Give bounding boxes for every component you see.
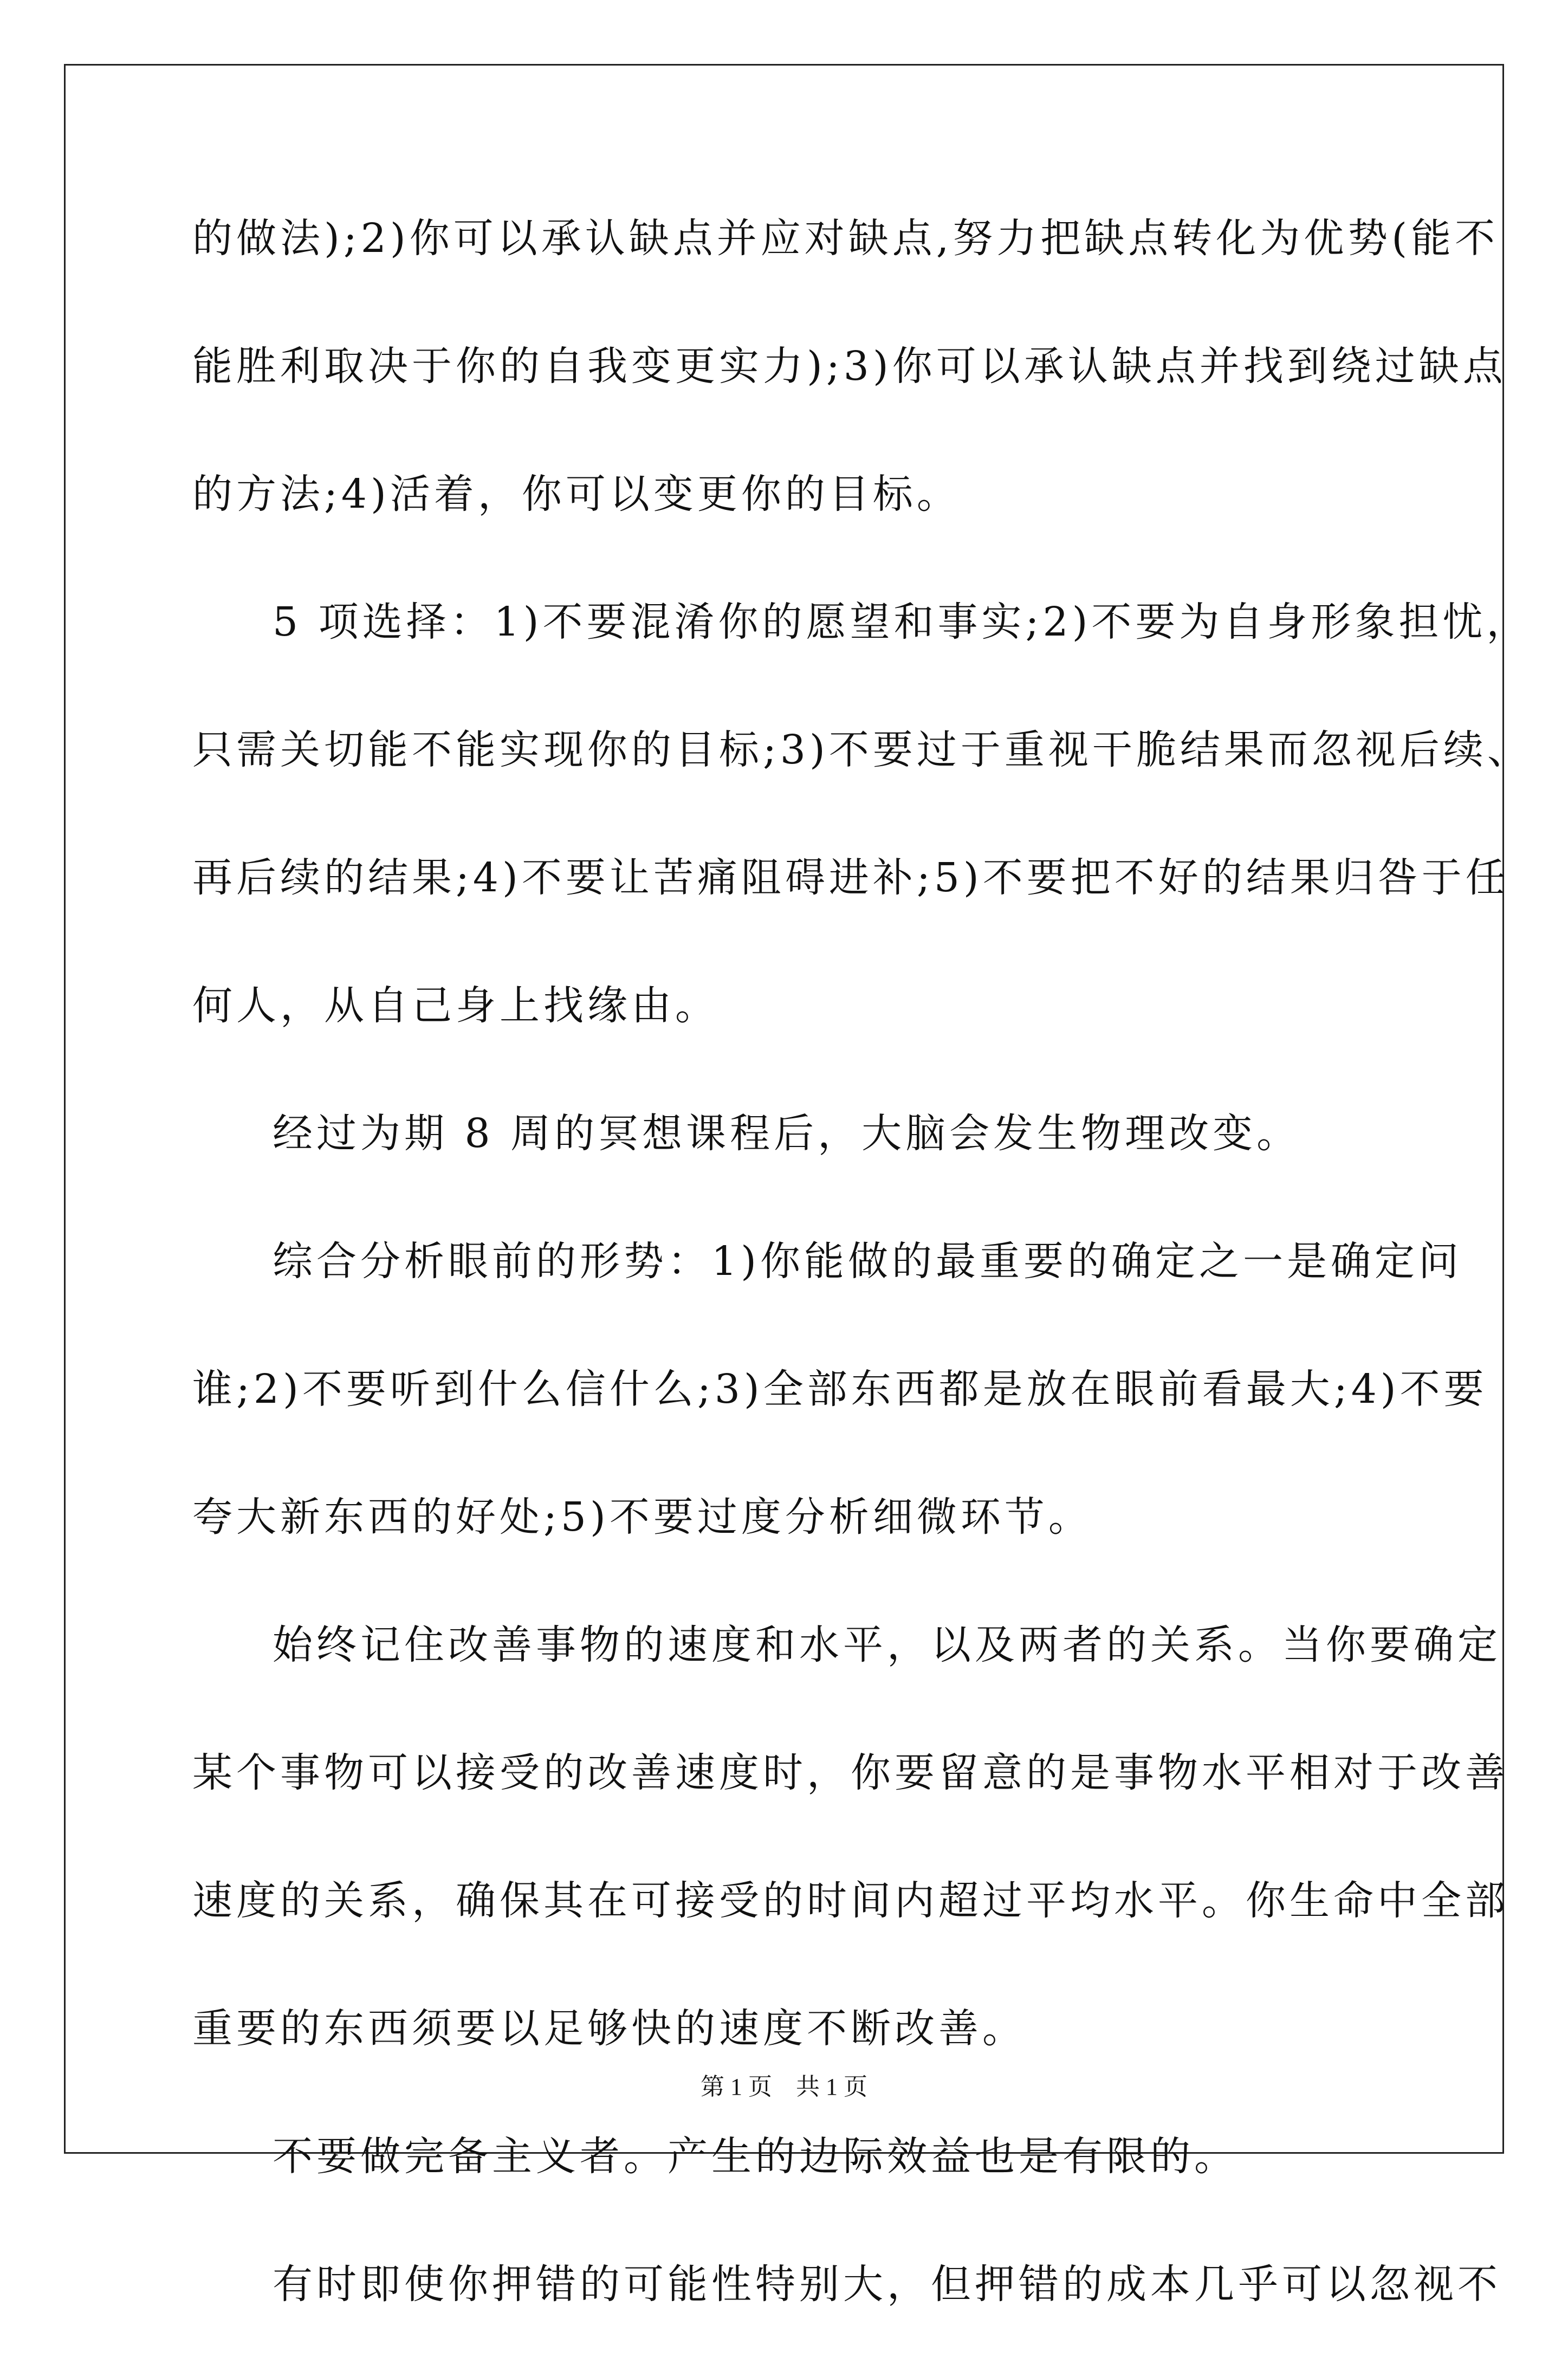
- text-line: 只需关切能不能实现你的目标;3)不要过于重视干脆结果而忽视后续、: [192, 727, 1531, 773]
- paragraph-start-line: 始终记住改善事物的速度和水平，以及两者的关系。当你要确定: [273, 1622, 1501, 1668]
- text-line: 夸大新东西的好处;5)不要过度分析细微环节。: [192, 1494, 1092, 1540]
- paragraph-start-line: 有时即使你押错的可能性特别大，但押错的成本几乎可以忽视不: [273, 2261, 1501, 2308]
- text-line: 何人，从自己身上找缘由。: [192, 982, 719, 1029]
- document-body: [192, 184, 1531, 2358]
- paragraph-start-line: 综合分析眼前的形势：1)你能做的最重要的确定之一是确定问: [273, 1238, 1462, 1285]
- text-line: 速度的关系，确保其在可接受的时间内超过平均水平。你生命中全部: [192, 1877, 1509, 1924]
- text-line: 再后续的结果;4)不要让苦痛阻碍进补;5)不要把不好的结果归咎于任: [192, 854, 1509, 901]
- text-line: 能胜利取决于你的自我变更实力);3)你可以承认缺点并找到绕过缺点: [192, 343, 1507, 390]
- text-line: 某个事物可以接受的改善速度时，你要留意的是事物水平相对于改善: [192, 1750, 1509, 1796]
- text-line: 重要的东西须要以足够快的速度不断改善。: [192, 2005, 1026, 2052]
- paragraph-start-line: 5 项选择：1)不要混淆你的愿望和事实;2)不要为自身形象担忧，: [273, 599, 1531, 645]
- text-line: 的做法);2)你可以承认缺点并应对缺点,努力把缺点转化为优势(能不: [192, 215, 1499, 262]
- text-line: 的方法;4)活着，你可以变更你的目标。: [192, 471, 961, 517]
- text-line: 谁;2)不要听到什么信什么;3)全部东西都是放在眼前看最大;4)不要: [192, 1366, 1488, 1413]
- paragraph-start-line: 不要做完备主义者。产生的边际效益也是有限的。: [273, 2133, 1238, 2180]
- paragraph-start-line: 经过为期 8 周的冥想课程后，大脑会发生物理改变。: [273, 1110, 1301, 1157]
- page-number-footer: 第 1 页 共 1 页: [701, 2074, 867, 2100]
